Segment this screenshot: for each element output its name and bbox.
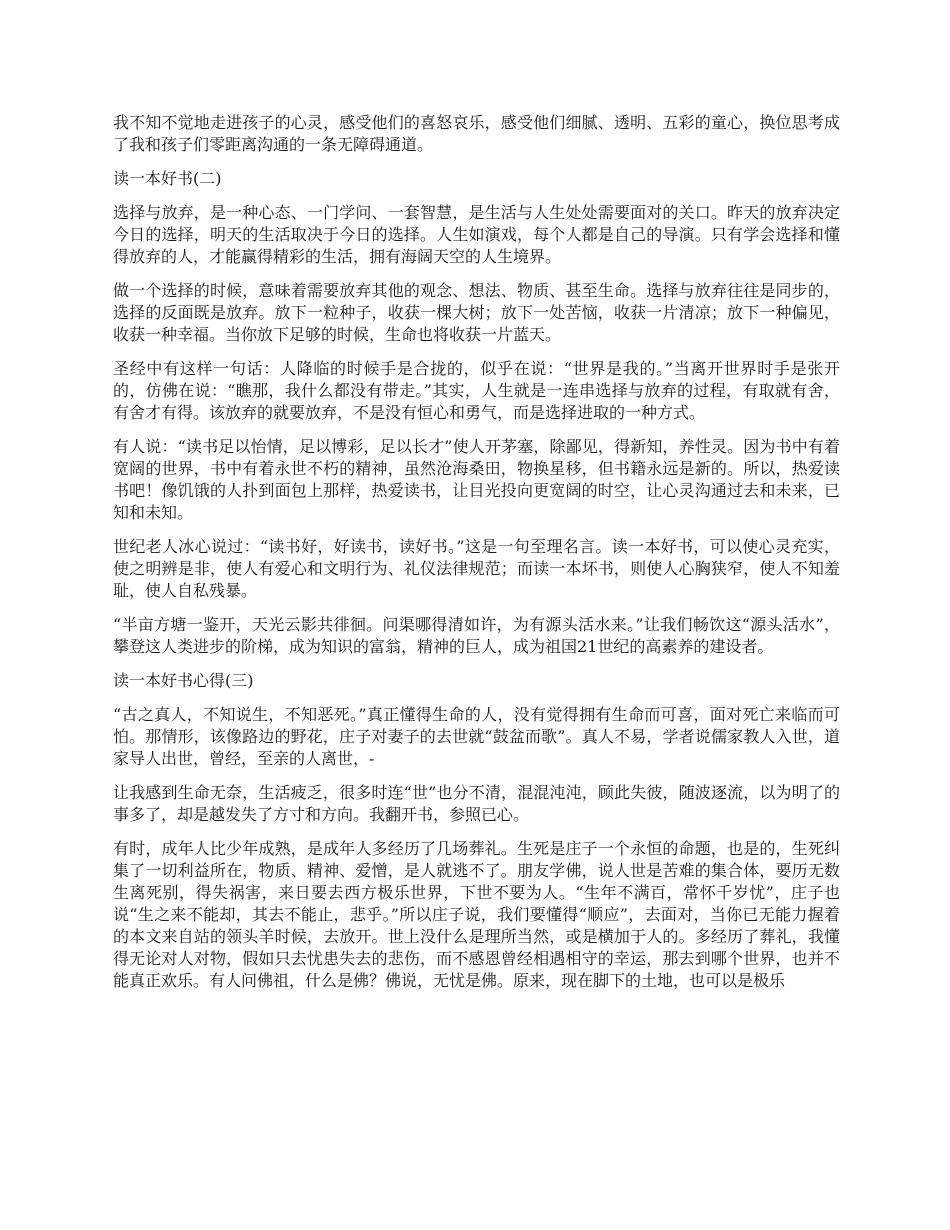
paragraph: 有人说：“读书足以怡情，足以博彩，足以长才”使人开茅塞，除鄙见，得新知，养性灵。因为书中有着宽阔的世界，书中有着永世不朽的精神，虽然沧海桑田，物换星移，但书籍永远是新的。所以，热爱读书吧！像饥饿的人扑到面包上那样，热爱读书，让目光投向更宽阔的时空，让心灵沟通过去和未来，已知和未知。: [113, 437, 840, 522]
section-heading: 读一本好书(二): [113, 169, 222, 188]
paragraph: 圣经中有这样一句话：人降临的时候手是合拢的，似乎在说：“世界是我的。”当离开世界时手是张开的，仿佛在说：“瞧那，我什么都没有带走。”其实，人生就是一连串选择与放弃的过程，有取就有舍，有舍才有得。该放弃的就要放弃，不是没有恒心和勇气，而是选择进取的一种方式。: [113, 359, 840, 422]
paragraph: 选择与放弃，是一种心态、一门学问、一套智慧，是生活与人生处处需要面对的关口。昨天的放弃决定今日的选择，明天的生活取决于今日的选择。人生如演戏，每个人都是自己的导演。只有学会选择和懂得放弃的人，才能赢得精彩的生活，拥有海阔天空的人生境界。: [113, 203, 840, 266]
paragraph: 我不知不觉地走进孩子的心灵，感受他们的喜怒哀乐，感受他们细腻、透明、五彩的童心，换位思考成了我和孩子们零距离沟通的一条无障碍通道。: [113, 113, 840, 154]
section-heading: 读一本好书心得(三): [113, 671, 254, 690]
paragraph: 做一个选择的时候，意味着需要放弃其他的观念、想法、物质、甚至生命。选择与放弃往往是同步的，选择的反面既是放弃。放下一粒种子，收获一棵大树；放下一处苦恼，收获一片清凉；放下一种偏见，收获一种幸福。当你放下足够的时候，生命也将收获一片蓝天。: [113, 281, 840, 344]
paragraph: 让我感到生命无奈，生活疲乏，很多时连“世”也分不清，混混沌沌，顾此失彼，随波逐流，以为明了的事多了，却是越发失了方寸和方向。我翻开书，参照已心。: [113, 783, 840, 824]
paragraph: 有时，成年人比少年成熟，是成年人多经历了几场葬礼。生死是庄子一个永恒的命题，也是的，生死纠集了一切利益所在，物质、精神、爱憎，是人就逃不了。朋友学佛，说人世是苦难的集合体，要历无数生离死别，得失祸害，来日要去西方极乐世界，下世不要为人。“生年不满百，常怀千岁忧”，庄子也说“生之来不能却，其去不能止，悲乎。”所以庄子说，我们要懂得“顺应”，去面对，当你已无能力握着的本文来自站的领头羊时候，去放开。世上没什么是理所当然，或是横加于人的。多经历了葬礼，我懂得无论对人对物，假如只去忧患失去的悲伤，而不感恩曾经相遇相守的幸运，那去到哪个世界，也并不能真正欢乐。有人问佛祖，什么是佛？佛说，无忧是佛。原来，现在脚下的土地，也可以是极乐: [113, 839, 840, 990]
document-body: [113, 112, 840, 1004]
paragraph: “古之真人，不知说生，不知恶死。”真正懂得生命的人，没有觉得拥有生命而可喜，面对死亡来临而可怕。那情形，该像路边的野花，庄子对妻子的去世就“鼓盆而歌”。真人不易，学者说儒家教人入世，道家导人出世，曾经，至亲的人离世，-: [113, 705, 840, 768]
paragraph: 世纪老人冰心说过：“读书好，好读书，读好书。”这是一句至理名言。读一本好书，可以使心灵充实，使之明辨是非，使人有爱心和文明行为、礼仪法律规范；而读一本坏书，则使人心胸狭窄，使人不知羞耻，使人自私残暴。: [113, 537, 840, 600]
paragraph: “半亩方塘一鉴开，天光云影共徘徊。问渠哪得清如许，为有源头活水来。”让我们畅饮这“源头活水”，攀登这人类进步的阶梯，成为知识的富翁，精神的巨人，成为祖国21世纪的高素养的建设者。: [113, 615, 840, 656]
